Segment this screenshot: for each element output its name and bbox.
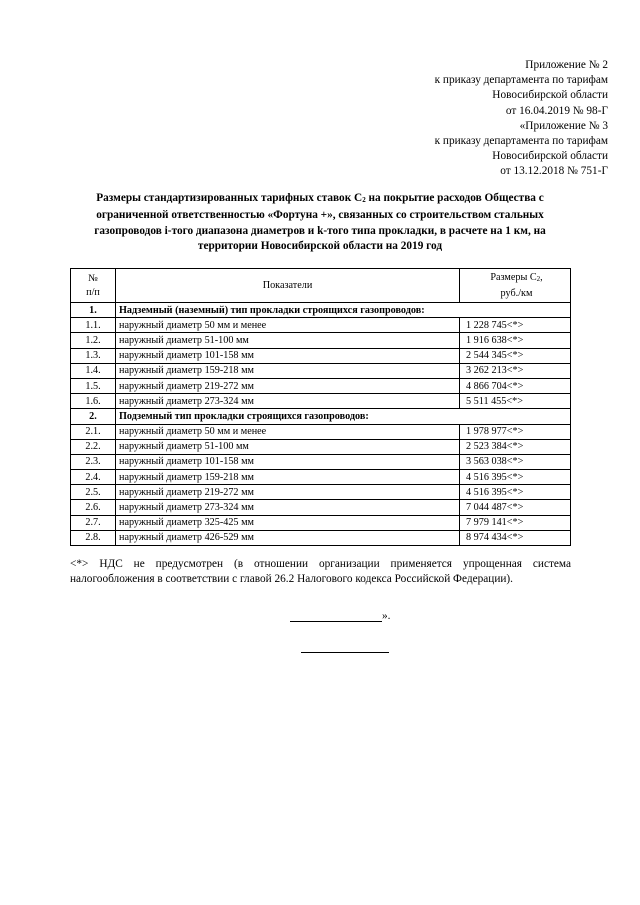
table-row [71, 424, 571, 439]
row-label: наружный диаметр 219-272 мм [116, 378, 460, 393]
table-row [71, 470, 571, 485]
closing-line [290, 609, 390, 622]
appendix-line: Приложение № 2 [525, 59, 608, 71]
table-section-row [71, 409, 571, 424]
row-number: 2.2. [71, 439, 116, 454]
row-value: 3 262 213<*> [460, 363, 571, 378]
table-row [71, 454, 571, 469]
row-number: 1.3. [71, 348, 116, 363]
rates-table [70, 268, 571, 546]
row-number: 2.4. [71, 470, 116, 485]
row-label: наружный диаметр 101-158 мм [116, 348, 460, 363]
title-text: Размеры стандартизированных тарифных ставок С [96, 192, 363, 204]
row-number: 2.3. [71, 454, 116, 469]
table-header-row [71, 269, 571, 303]
row-value: 5 511 455<*> [460, 394, 571, 409]
row-label: наружный диаметр 273-324 мм [116, 394, 460, 409]
closing-mark: ». [382, 610, 391, 622]
appendix-line: от 13.12.2018 № 751-Г [500, 165, 608, 178]
row-value: 3 563 038<*> [460, 454, 571, 469]
header-value [460, 269, 571, 303]
row-label: наружный диаметр 325-425 мм [116, 515, 460, 530]
row-number: 2. [71, 409, 116, 424]
separator-line [301, 652, 389, 653]
table-row [71, 333, 571, 348]
header-indicators: Показатели [116, 269, 460, 303]
appendix-line: «Приложение № 3 [519, 119, 608, 132]
document-title [70, 191, 570, 254]
row-value: 7 979 141<*> [460, 515, 571, 530]
table-row [71, 318, 571, 333]
row-value: 4 516 395<*> [460, 485, 571, 500]
row-label: наружный диаметр 219-272 мм [116, 485, 460, 500]
row-number: 1.1. [71, 318, 116, 333]
table-row [71, 394, 571, 409]
table-row [71, 378, 571, 393]
appendix-line: Новосибирской области [492, 89, 608, 102]
table-row [71, 363, 571, 378]
row-value: 1 228 745<*> [460, 318, 571, 333]
row-number: 2.5. [71, 485, 116, 500]
row-label: наружный диаметр 50 мм и менее [116, 424, 460, 439]
footnote: <*> НДС не предусмотрен (в отношении организации применяется упрощенная система налогообложения в соответствии с главой 26.2 Налогового кодекса Российской Федерации). [70, 558, 571, 586]
row-number: 2.8. [71, 530, 116, 545]
row-value: 7 044 487<*> [460, 500, 571, 515]
table-section-row [71, 303, 571, 318]
appendix-line: к приказу департамента по тарифам [434, 135, 608, 148]
row-value: 1 916 638<*> [460, 333, 571, 348]
row-number: 2.7. [71, 515, 116, 530]
header-value-comma: , [540, 272, 543, 283]
underline-blank [290, 609, 382, 622]
row-label: наружный диаметр 426-529 мм [116, 530, 460, 545]
row-number: 1.6. [71, 394, 116, 409]
table-row [71, 515, 571, 530]
table-row [71, 530, 571, 545]
header-number-line2: п/п [86, 286, 100, 298]
section-label: Подземный тип прокладки строящихся газопроводов: [116, 409, 571, 424]
row-label: наружный диаметр 50 мм и менее [116, 318, 460, 333]
table-row [71, 485, 571, 500]
row-number: 1. [71, 303, 116, 318]
row-label: наружный диаметр 159-218 мм [116, 363, 460, 378]
title-text-rest: на покрытие расходов Общества с ограниченной ответственностью «Фортуна +», связанных со строительством стальных газопроводов i-того диапазона диаметров и k-того типа прокладки, в расчете на 1 км, на территории Новосибирской области на 2019 год [94, 192, 546, 252]
row-value: 2 523 384<*> [460, 439, 571, 454]
row-value: 4 866 704<*> [460, 378, 571, 393]
header-number-line1: № [88, 273, 98, 284]
title-subscript: 2 [362, 196, 366, 204]
row-label: наружный диаметр 101-158 мм [116, 454, 460, 469]
header-value-text: Размеры С [490, 272, 537, 283]
table-row [71, 439, 571, 454]
row-value: 2 544 345<*> [460, 348, 571, 363]
row-label: наружный диаметр 51-100 мм [116, 439, 460, 454]
row-label: наружный диаметр 273-324 мм [116, 500, 460, 515]
row-number: 2.1. [71, 424, 116, 439]
appendix-line: к приказу департамента по тарифам [434, 74, 608, 87]
row-label: наружный диаметр 159-218 мм [116, 470, 460, 485]
row-number: 1.2. [71, 333, 116, 348]
row-value: 1 978 977<*> [460, 424, 571, 439]
header-value-subscript: 2 [536, 275, 541, 283]
row-number: 2.6. [71, 500, 116, 515]
table-body [71, 303, 571, 546]
section-label: Надземный (наземный) тип прокладки строящихся газопроводов: [116, 303, 571, 318]
table-row [71, 348, 571, 363]
header-number [71, 269, 116, 303]
row-number: 1.4. [71, 363, 116, 378]
row-value: 8 974 434<*> [460, 530, 571, 545]
header-value-unit: руб./км [500, 287, 533, 299]
appendix-line: от 16.04.2019 № 98-Г [505, 104, 608, 117]
row-value: 4 516 395<*> [460, 470, 571, 485]
row-label: наружный диаметр 51-100 мм [116, 333, 460, 348]
appendix-line: Новосибирской области [492, 150, 608, 163]
appendix-header [435, 58, 608, 180]
row-number: 1.5. [71, 378, 116, 393]
table-row [71, 500, 571, 515]
